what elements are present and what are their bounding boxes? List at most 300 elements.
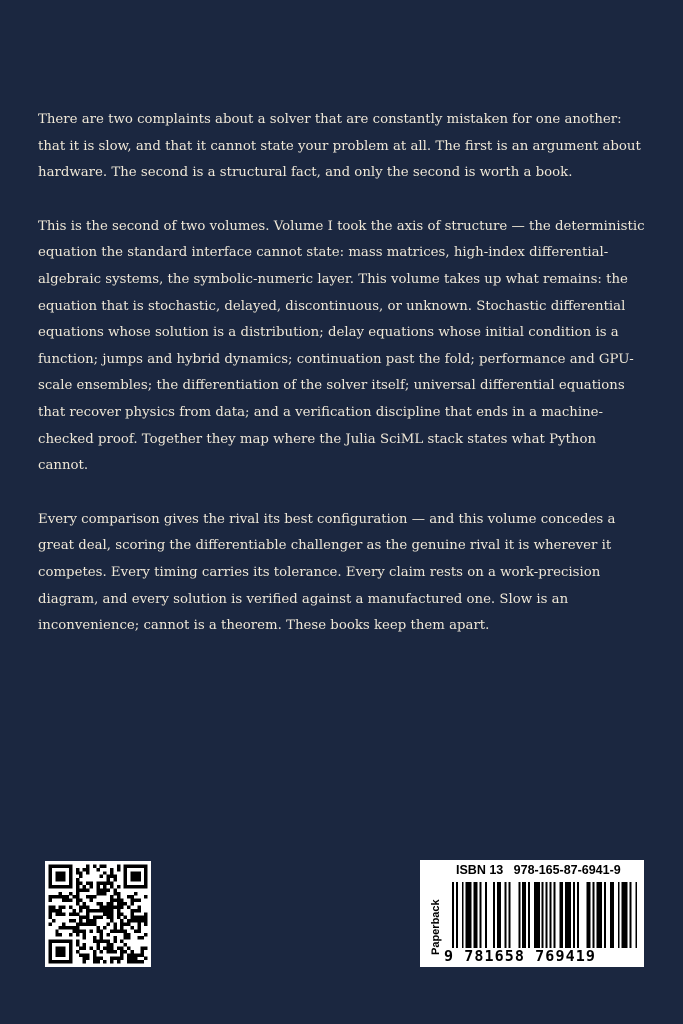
isbn-barcode — [420, 860, 644, 967]
qr-module — [137, 936, 140, 939]
qr-module — [59, 864, 62, 867]
qr-module — [144, 895, 147, 898]
qr-module — [69, 892, 72, 895]
qr-module — [62, 871, 65, 874]
qr-module — [117, 892, 120, 895]
qr-module — [93, 940, 96, 943]
qr-module — [100, 905, 103, 908]
qr-module — [110, 946, 113, 949]
qr-module — [141, 919, 144, 922]
qr-module — [59, 940, 62, 943]
qr-module — [86, 919, 89, 922]
qr-module — [89, 895, 92, 898]
barcode-bar — [635, 882, 637, 948]
qr-module — [130, 899, 133, 902]
qr-module — [110, 899, 113, 902]
qr-module — [79, 888, 82, 891]
qr-module — [113, 957, 116, 960]
qr-module — [79, 871, 82, 874]
qr-module — [117, 960, 120, 963]
qr-module — [59, 905, 62, 908]
qr-module — [69, 871, 72, 874]
qr-module — [110, 882, 113, 885]
blurb-paragraph-2: This is the second of two volumes. Volume I took the axis of structure — the deterministic equation the standard interface cannot state: mass matrices, high-index differential-algebraic systems, the symbolic-numeric layer. This volume takes up what remains: the equation that is stochastic, delayed, discontinuous, or unknown. Stochastic differential equations whose solution is a distribution; delay equations whose initial condition is a function; jumps and hybrid dynamics; continuation past the fold; performance and GPU-scale ensembles; the differentiation of the solver itself; universal differential equations that recover physics from data; and a verification discipline that ends in a machine-checked proof. Together they map where the Julia SciML stack states what Python cannot. — [38, 218, 645, 474]
qr-module — [48, 875, 51, 878]
qr-module — [62, 940, 65, 943]
qr-module — [110, 960, 113, 963]
qr-module — [144, 885, 147, 888]
qr-module — [48, 923, 51, 926]
qr-module — [76, 940, 79, 943]
qr-module — [52, 885, 55, 888]
qr-module — [100, 892, 103, 895]
qr-module — [124, 943, 127, 946]
qr-module — [103, 905, 106, 908]
qr-module — [86, 895, 89, 898]
qr-module — [79, 909, 82, 912]
qr-module — [59, 875, 62, 878]
qr-module — [55, 933, 58, 936]
qr-module — [117, 957, 120, 960]
qr-module — [127, 957, 130, 960]
qr-module — [137, 885, 140, 888]
qr-module — [130, 919, 133, 922]
qr-module — [130, 895, 133, 898]
qr-module — [117, 946, 120, 949]
barcode-bar — [522, 882, 526, 948]
qr-module — [96, 929, 99, 932]
qr-module — [55, 946, 58, 949]
format-label: Paperback — [430, 899, 442, 955]
qr-module — [48, 871, 51, 874]
qr-module — [83, 933, 86, 936]
qr-module — [100, 936, 103, 939]
qr-module — [144, 916, 147, 919]
qr-module — [83, 902, 86, 905]
qr-module — [100, 864, 103, 867]
qr-module — [59, 909, 62, 912]
qr-module — [52, 960, 55, 963]
qr-module — [69, 933, 72, 936]
qr-module — [66, 926, 69, 929]
qr-module — [110, 919, 113, 922]
qr-module — [62, 875, 65, 878]
qr-module — [86, 888, 89, 891]
qr-module — [120, 953, 123, 956]
qr-module — [107, 888, 110, 891]
qr-module — [141, 960, 144, 963]
qr-module — [55, 878, 58, 881]
qr-module — [48, 912, 51, 915]
qr-module — [55, 950, 58, 953]
qr-module — [62, 923, 65, 926]
qr-module — [100, 933, 103, 936]
qr-module — [76, 912, 79, 915]
qr-module — [59, 926, 62, 929]
qr-module — [79, 916, 82, 919]
qr-module — [83, 916, 86, 919]
qr-module — [69, 946, 72, 949]
qr-module — [48, 909, 51, 912]
qr-module — [76, 888, 79, 891]
qr-module — [137, 899, 140, 902]
barcode-bar — [473, 882, 477, 948]
qr-module — [117, 929, 120, 932]
qr-module — [120, 919, 123, 922]
qr-module — [100, 909, 103, 912]
qr-module — [127, 933, 130, 936]
barcode-bar — [493, 882, 495, 948]
qr-module — [107, 902, 110, 905]
barcode-bar — [546, 882, 548, 948]
qr-module — [130, 902, 133, 905]
qr-module — [137, 953, 140, 956]
qr-module — [69, 905, 72, 908]
qr-module — [48, 885, 51, 888]
qr-module — [59, 885, 62, 888]
qr-module — [107, 912, 110, 915]
qr-module — [59, 878, 62, 881]
qr-module — [127, 946, 130, 949]
qr-module — [124, 929, 127, 932]
qr-module — [134, 909, 137, 912]
qr-module — [103, 864, 106, 867]
qr-module — [117, 902, 120, 905]
qr-module — [79, 929, 82, 932]
qr-module — [48, 946, 51, 949]
qr-module — [103, 871, 106, 874]
qr-module — [69, 899, 72, 902]
qr-module — [110, 916, 113, 919]
qr-module — [55, 871, 58, 874]
qr-module — [55, 960, 58, 963]
barcode-bar — [573, 882, 575, 948]
qr-module — [79, 919, 82, 922]
qr-module — [130, 864, 133, 867]
barcode-bar — [497, 882, 501, 948]
qr-module — [69, 875, 72, 878]
qr-module — [127, 885, 130, 888]
qr-module — [113, 936, 116, 939]
qr-module — [86, 864, 89, 867]
back-cover-blurb — [38, 107, 650, 667]
qr-module — [117, 899, 120, 902]
qr-module — [48, 878, 51, 881]
qr-module — [79, 946, 82, 949]
qr-module — [96, 926, 99, 929]
qr-module — [48, 882, 51, 885]
qr-module — [113, 899, 116, 902]
qr-module — [86, 953, 89, 956]
qr-module — [79, 953, 82, 956]
qr-module — [83, 946, 86, 949]
qr-module — [127, 960, 130, 963]
barcode-bar — [518, 882, 520, 948]
qr-module — [96, 868, 99, 871]
qr-module — [113, 875, 116, 878]
qr-module — [48, 895, 51, 898]
qr-module — [144, 923, 147, 926]
qr-module — [107, 940, 110, 943]
barcode-bar — [596, 882, 602, 948]
qr-module — [89, 909, 92, 912]
qr-module — [96, 888, 99, 891]
qr-module — [69, 878, 72, 881]
qr-module — [83, 923, 86, 926]
qr-module — [62, 912, 65, 915]
qr-module — [86, 957, 89, 960]
qr-module — [127, 936, 130, 939]
qr-module — [137, 960, 140, 963]
qr-module — [96, 902, 99, 905]
qr-module — [103, 888, 106, 891]
qr-module — [48, 950, 51, 953]
qr-module — [93, 953, 96, 956]
qr-module — [59, 933, 62, 936]
qr-module — [107, 950, 110, 953]
qr-module — [103, 946, 106, 949]
qr-module — [134, 960, 137, 963]
qr-module — [137, 905, 140, 908]
qr-module — [141, 916, 144, 919]
qr-module — [137, 871, 140, 874]
qr-module — [48, 943, 51, 946]
qr-module — [137, 923, 140, 926]
qr-module — [141, 936, 144, 939]
qr-module — [66, 960, 69, 963]
qr-module — [76, 878, 79, 881]
qr-module — [55, 895, 58, 898]
qr-module — [72, 929, 75, 932]
qr-module — [55, 909, 58, 912]
qr-module — [62, 926, 65, 929]
qr-module — [86, 868, 89, 871]
barcode-bar — [622, 882, 628, 948]
qr-code-icon — [45, 861, 151, 967]
qr-module — [117, 895, 120, 898]
qr-module — [62, 864, 65, 867]
qr-module — [120, 902, 123, 905]
qr-module — [117, 912, 120, 915]
isbn-label: ISBN 13 — [456, 863, 504, 877]
barcode-bar — [592, 882, 594, 948]
qr-module — [137, 916, 140, 919]
barcode-bar — [610, 882, 614, 948]
qr-module — [79, 875, 82, 878]
qr-module — [110, 868, 113, 871]
qr-module — [86, 923, 89, 926]
qr-module — [134, 871, 137, 874]
qr-module — [96, 916, 99, 919]
qr-module — [124, 933, 127, 936]
barcode-bar — [509, 882, 511, 948]
qr-module — [52, 905, 55, 908]
qr-module — [134, 953, 137, 956]
qr-module — [86, 882, 89, 885]
qr-module — [100, 916, 103, 919]
barcode-bar — [577, 882, 579, 948]
qr-module — [130, 957, 133, 960]
qr-module — [137, 875, 140, 878]
qr-module — [96, 909, 99, 912]
qr-module — [124, 916, 127, 919]
qr-module — [93, 864, 96, 867]
qr-module — [137, 926, 140, 929]
qr-module — [120, 929, 123, 932]
qr-module — [48, 916, 51, 919]
qr-module — [113, 878, 116, 881]
qr-module — [72, 919, 75, 922]
qr-module — [62, 950, 65, 953]
qr-module — [59, 950, 62, 953]
qr-module — [110, 909, 113, 912]
qr-module — [103, 940, 106, 943]
qr-module — [93, 923, 96, 926]
qr-module — [117, 868, 120, 871]
qr-module — [62, 953, 65, 956]
barcode-bar — [553, 882, 555, 948]
qr-module — [93, 909, 96, 912]
qr-module — [83, 953, 86, 956]
qr-module — [62, 946, 65, 949]
qr-module — [130, 950, 133, 953]
qr-module — [141, 864, 144, 867]
qr-module — [113, 892, 116, 895]
qr-module — [124, 950, 127, 953]
qr-module — [59, 953, 62, 956]
qr-module — [100, 875, 103, 878]
qr-module — [110, 905, 113, 908]
qr-module — [48, 940, 51, 943]
qr-module — [134, 892, 137, 895]
qr-module — [127, 905, 130, 908]
barcode-bar — [604, 882, 606, 948]
qr-module — [79, 905, 82, 908]
barcode-bar — [550, 882, 552, 948]
qr-module — [48, 864, 51, 867]
qr-module — [100, 882, 103, 885]
qr-module — [69, 960, 72, 963]
qr-module — [130, 871, 133, 874]
qr-module — [110, 895, 113, 898]
qr-module — [107, 878, 110, 881]
qr-module — [124, 885, 127, 888]
qr-module — [103, 885, 106, 888]
qr-module — [83, 929, 86, 932]
qr-module — [76, 943, 79, 946]
qr-module — [86, 871, 89, 874]
qr-module — [76, 929, 79, 932]
qr-module — [130, 953, 133, 956]
qr-module — [103, 960, 106, 963]
barcode-bar — [565, 882, 571, 948]
qr-module — [141, 950, 144, 953]
qr-module — [127, 895, 130, 898]
qr-module — [69, 926, 72, 929]
qr-module — [137, 909, 140, 912]
qr-module — [55, 864, 58, 867]
qr-module — [89, 923, 92, 926]
qr-module — [130, 878, 133, 881]
qr-module — [59, 960, 62, 963]
barcode-bar — [479, 882, 481, 948]
qr-module — [66, 940, 69, 943]
qr-module — [76, 868, 79, 871]
qr-module — [66, 885, 69, 888]
qr-module — [120, 946, 123, 949]
qr-module — [89, 919, 92, 922]
qr-module — [83, 888, 86, 891]
qr-module — [107, 875, 110, 878]
qr-module — [48, 960, 51, 963]
qr-module — [59, 895, 62, 898]
qr-module — [130, 912, 133, 915]
qr-module — [76, 895, 79, 898]
qr-module — [76, 871, 79, 874]
qr-module — [86, 916, 89, 919]
qr-module — [130, 875, 133, 878]
barcode-bar — [462, 882, 464, 948]
qr-module — [59, 912, 62, 915]
qr-module — [144, 946, 147, 949]
qr-module — [137, 864, 140, 867]
barcode-bar — [534, 882, 540, 948]
qr-module — [124, 878, 127, 881]
qr-module — [69, 953, 72, 956]
qr-module — [66, 895, 69, 898]
qr-module — [144, 882, 147, 885]
qr-module — [93, 895, 96, 898]
qr-module — [76, 885, 79, 888]
qr-module — [69, 868, 72, 871]
qr-module — [134, 919, 137, 922]
qr-module — [48, 899, 51, 902]
qr-module — [96, 946, 99, 949]
qr-module — [93, 916, 96, 919]
qr-module — [134, 864, 137, 867]
qr-module — [120, 940, 123, 943]
qr-module — [117, 864, 120, 867]
qr-module — [124, 875, 127, 878]
qr-module — [144, 871, 147, 874]
qr-module — [117, 916, 120, 919]
qr-module — [120, 912, 123, 915]
barcode-bar — [528, 882, 530, 948]
qr-module — [79, 882, 82, 885]
qr-module — [107, 916, 110, 919]
qr-module — [69, 940, 72, 943]
qr-module — [110, 885, 113, 888]
qr-module — [62, 899, 65, 902]
qr-module — [130, 909, 133, 912]
blurb-paragraph-3: Every comparison gives the rival its best configuration — and this volume concedes a great deal, scoring the differentiable challenger as the genuine rival it is wherever it competes. Every timing carries its tolerance. Every claim rests on a work-precision diagram, and every solution is verified against a manufactured one. Slow is an inconvenience; cannot is a theorem. These books keep them apart. — [38, 511, 616, 634]
qr-module — [76, 933, 79, 936]
qr-module — [113, 926, 116, 929]
qr-module — [144, 875, 147, 878]
qr-module — [96, 960, 99, 963]
qr-module — [113, 929, 116, 932]
qr-module — [55, 885, 58, 888]
qr-module — [134, 875, 137, 878]
qr-module — [69, 943, 72, 946]
barcode-bar — [629, 882, 631, 948]
qr-module — [69, 919, 72, 922]
qr-module — [110, 902, 113, 905]
qr-module — [100, 950, 103, 953]
qr-module — [124, 864, 127, 867]
qr-module — [83, 936, 86, 939]
qr-module — [120, 950, 123, 953]
